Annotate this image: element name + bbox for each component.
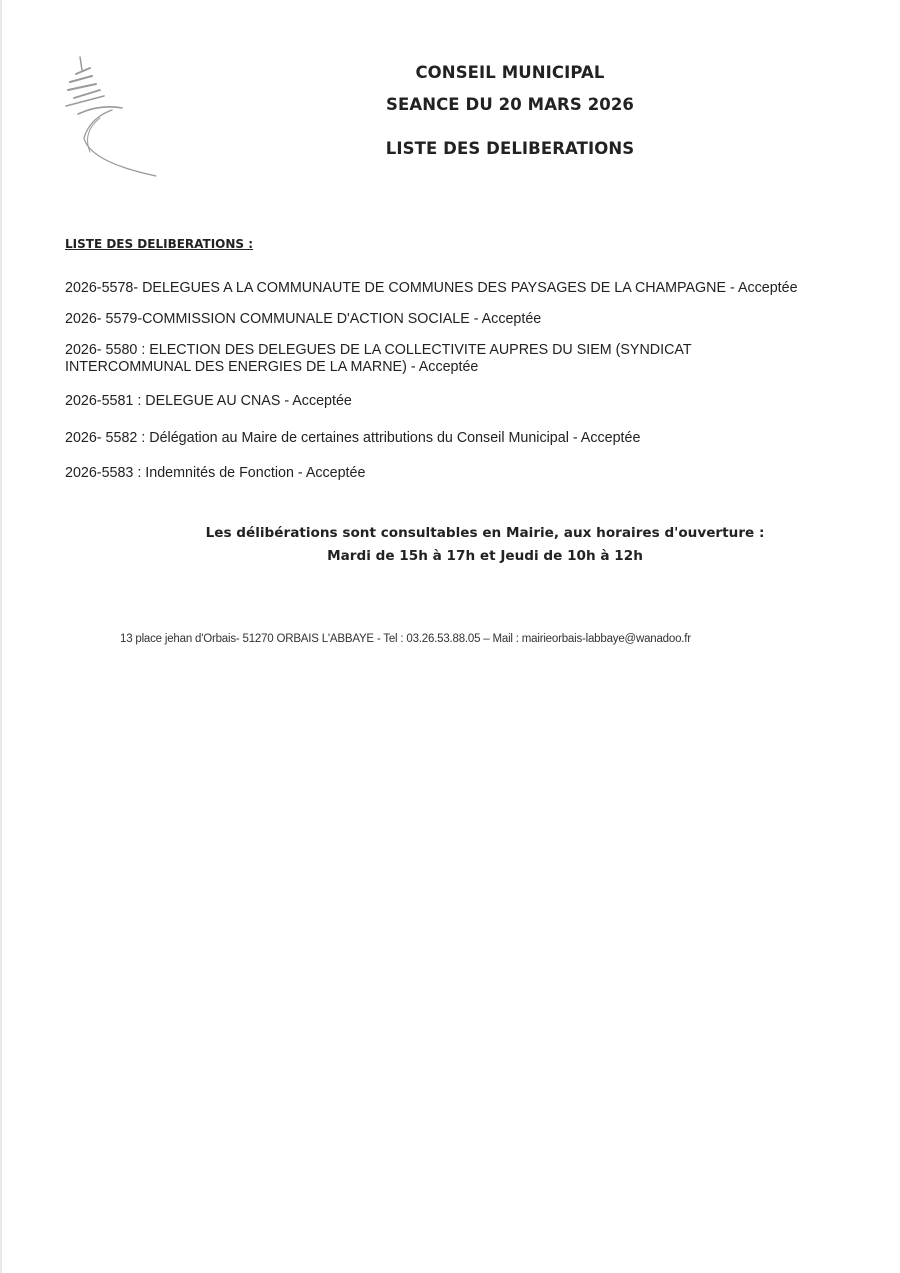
footer-address: 13 place jehan d'Orbais- 51270 ORBAIS L'ABBAYE - Tel : 03.26.53.88.05 – Mail : mairieorbais-labbaye@wanadoo.fr [120,633,691,645]
deliberation-item: 2026- 5582 : Délégation au Maire de certaines attributions du Conseil Municipal - Acceptée [65,430,641,446]
page-edge [0,0,2,1273]
consultation-note: Les délibérations sont consultables en Mairie, aux horaires d'ouverture : [205,525,765,541]
deliberation-item: 2026-5581 : DELEGUE AU CNAS - Acceptée [65,393,352,409]
header-subtitle: LISTE DES DELIBERATIONS [385,139,635,158]
deliberation-item: 2026- 5580 : ELECTION DES DELEGUES DE LA COLLECTIVITE AUPRES DU SIEM (SYNDICAT INTERCOMMUNAL DES ENERGIES DE LA MARNE) - Acceptée [65,342,692,375]
deliberation-item: 2026-5578- DELEGUES A LA COMMUNAUTE DE COMMUNES DES PAYSAGES DE LA CHAMPAGNE - Acceptée [65,280,798,296]
deliberation-item: 2026- 5579-COMMISSION COMMUNALE D'ACTION SOCIALE - Acceptée [65,311,542,327]
header-session-date: SEANCE DU 20 MARS 2026 [385,95,635,114]
section-title: LISTE DES DELIBERATIONS : [65,237,254,251]
opening-hours: Mardi de 15h à 17h et Jeudi de 10h à 12h [327,548,643,564]
municipal-logo-icon [60,52,160,182]
header-title: CONSEIL MUNICIPAL [415,63,605,82]
deliberation-item: 2026-5583 : Indemnités de Fonction - Acceptée [65,465,366,481]
